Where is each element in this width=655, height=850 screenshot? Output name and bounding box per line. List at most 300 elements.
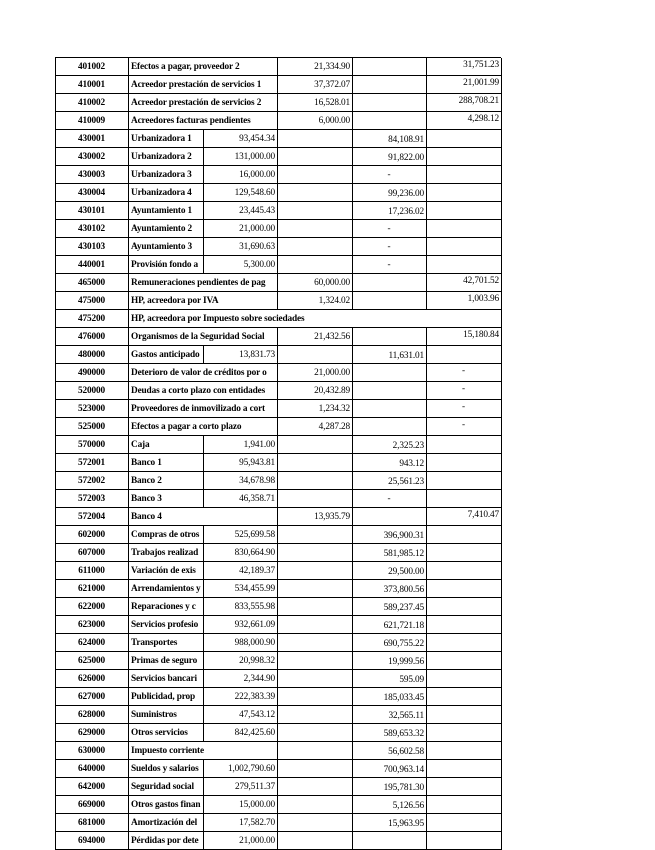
column-divider [277, 688, 278, 706]
column-divider [128, 364, 129, 382]
account-name: Acreedor prestación de servicios 1 [131, 80, 262, 90]
column-divider [501, 706, 502, 724]
column-divider [55, 310, 56, 328]
account-code: 430004 [78, 188, 105, 198]
column-divider [352, 202, 353, 220]
account-amount: 842,425.60 [234, 728, 275, 738]
column-divider [426, 274, 427, 292]
credit-amount-1: 15,963.95 [388, 819, 424, 829]
account-name: Banco 2 [131, 476, 162, 486]
column-divider [128, 508, 129, 526]
column-divider [277, 616, 278, 634]
column-divider [203, 256, 204, 274]
column-divider [501, 832, 502, 850]
column-divider [426, 148, 427, 166]
account-code: 681000 [78, 818, 105, 828]
column-divider [501, 724, 502, 742]
column-divider [55, 274, 56, 292]
column-divider [128, 670, 129, 688]
column-divider [203, 832, 204, 850]
column-divider [501, 130, 502, 148]
column-divider [128, 328, 129, 346]
table-row [55, 418, 501, 436]
column-divider [426, 184, 427, 202]
column-divider [501, 778, 502, 796]
credit-amount-1: 690,755.22 [383, 639, 424, 649]
column-divider [128, 544, 129, 562]
credit-amount-1: 195,781.30 [383, 783, 424, 793]
column-divider [501, 688, 502, 706]
account-amount: 129,548.60 [234, 188, 275, 198]
table-row [55, 760, 501, 778]
column-divider [426, 742, 427, 760]
column-divider [203, 526, 204, 544]
account-name: Ayuntamiento 1 [131, 206, 192, 216]
column-divider [352, 742, 353, 760]
column-divider [203, 148, 204, 166]
column-divider [352, 544, 353, 562]
column-divider [55, 418, 56, 436]
column-divider [501, 382, 502, 400]
column-divider [55, 526, 56, 544]
account-amount: 222,383.39 [234, 692, 275, 702]
credit-amount-1: 595.09 [399, 675, 424, 685]
debit-amount: 6,000.00 [318, 116, 350, 126]
account-amount: 23,445.43 [239, 206, 275, 216]
account-name: Compras de otros [131, 530, 200, 540]
column-divider [501, 634, 502, 652]
column-divider [277, 544, 278, 562]
column-divider [203, 436, 204, 454]
column-divider [128, 580, 129, 598]
column-divider [501, 562, 502, 580]
column-divider [203, 796, 204, 814]
column-divider [203, 220, 204, 238]
column-divider [426, 778, 427, 796]
column-divider [352, 328, 353, 346]
column-divider [426, 292, 427, 310]
account-code: 572004 [78, 512, 105, 522]
column-divider [501, 256, 502, 274]
column-divider [128, 112, 129, 130]
column-divider [128, 184, 129, 202]
column-divider [352, 778, 353, 796]
account-code: 520000 [78, 386, 105, 396]
account-amount: 95,943.81 [239, 458, 275, 468]
account-name: Efectos a pagar a corto plazo [131, 422, 242, 432]
column-divider [426, 652, 427, 670]
account-name: Caja [131, 440, 150, 450]
credit-amount-1: 589,653.32 [383, 729, 424, 739]
account-code: 626000 [78, 674, 105, 684]
column-divider [426, 256, 427, 274]
column-divider [501, 148, 502, 166]
account-name: Urbanizadora 2 [131, 152, 192, 162]
credit-amount-1: 185,033.45 [383, 693, 424, 703]
column-divider [128, 418, 129, 436]
credit-amount-1: 943.12 [399, 459, 424, 469]
column-divider [352, 670, 353, 688]
column-divider [426, 364, 427, 382]
column-divider [55, 670, 56, 688]
table-row [55, 688, 501, 706]
column-divider [426, 706, 427, 724]
column-divider [426, 58, 427, 76]
account-code: 475200 [78, 314, 105, 324]
column-divider [352, 490, 353, 508]
column-divider [426, 490, 427, 508]
column-divider [501, 112, 502, 130]
table-row [55, 778, 501, 796]
account-amount: 1,941.00 [243, 440, 275, 450]
column-divider [55, 472, 56, 490]
column-divider [128, 562, 129, 580]
column-divider [128, 742, 129, 760]
credit-amount-1: 84,108.91 [388, 135, 424, 145]
column-divider [501, 418, 502, 436]
account-code: 627000 [78, 692, 105, 702]
account-name: Sueldos y salarios [131, 764, 199, 774]
account-code: 475000 [78, 296, 105, 306]
table-row [55, 598, 501, 616]
account-code: 430001 [78, 134, 105, 144]
column-divider [501, 328, 502, 346]
column-divider [55, 454, 56, 472]
column-divider [277, 76, 278, 94]
column-divider [55, 148, 56, 166]
account-name: Deterioro de valor de créditos por o [131, 368, 267, 378]
column-divider [277, 274, 278, 292]
column-divider [426, 562, 427, 580]
column-divider [55, 130, 56, 148]
column-divider [277, 598, 278, 616]
table-row [55, 112, 501, 130]
column-divider [55, 598, 56, 616]
column-divider [352, 94, 353, 112]
column-divider [501, 184, 502, 202]
credit-amount-1: - [387, 494, 391, 504]
column-divider [55, 778, 56, 796]
credit-amount-1: - [387, 170, 391, 180]
account-name: Ayuntamiento 2 [131, 224, 192, 234]
column-divider [277, 706, 278, 724]
column-divider [501, 814, 502, 832]
account-amount: 20,998.32 [239, 656, 275, 666]
column-divider [128, 688, 129, 706]
column-divider [128, 832, 129, 850]
column-divider [128, 760, 129, 778]
column-divider [277, 202, 278, 220]
table-row [55, 814, 501, 832]
account-code: 572001 [78, 458, 105, 468]
account-amount: 21,000.00 [239, 224, 275, 234]
column-divider [55, 184, 56, 202]
credit-amount-1: 32,565.11 [388, 711, 424, 721]
column-divider [352, 400, 353, 418]
column-divider [501, 580, 502, 598]
column-divider [277, 436, 278, 454]
column-divider [55, 742, 56, 760]
column-divider [352, 274, 353, 292]
column-divider [55, 58, 56, 76]
column-divider [426, 670, 427, 688]
column-divider [352, 760, 353, 778]
column-divider [277, 328, 278, 346]
column-divider [277, 634, 278, 652]
column-divider [128, 238, 129, 256]
column-divider [277, 472, 278, 490]
table-row [55, 472, 501, 490]
column-divider [352, 220, 353, 238]
account-amount: 534,455.99 [234, 584, 275, 594]
account-name: Impuesto corriente [131, 746, 204, 756]
column-divider [128, 148, 129, 166]
debit-amount: 16,528.01 [314, 98, 350, 108]
table-row [55, 256, 501, 274]
column-divider [426, 328, 427, 346]
account-code: 669000 [78, 800, 105, 810]
column-divider [501, 58, 502, 76]
column-divider [501, 796, 502, 814]
column-divider [352, 832, 353, 850]
column-divider [352, 814, 353, 832]
account-name: Proveedores de inmovilizado a cort [131, 404, 265, 414]
table-row [55, 346, 501, 364]
account-amount: 830,664.90 [234, 548, 275, 558]
debit-amount: 21,000.00 [314, 368, 350, 378]
table-row [55, 490, 501, 508]
column-divider [55, 400, 56, 418]
credit-amount-1: 700,963.14 [383, 765, 424, 775]
account-code: 572003 [78, 494, 105, 504]
account-name: Otros gastos finan [131, 800, 201, 810]
column-divider [55, 436, 56, 454]
column-divider [277, 562, 278, 580]
column-divider [203, 454, 204, 472]
account-amount: 42,189.37 [239, 566, 275, 576]
column-divider [352, 616, 353, 634]
column-divider [128, 220, 129, 238]
account-code: 611000 [78, 566, 105, 576]
debit-amount: 60,000.00 [314, 278, 350, 288]
debit-amount: 21,334.90 [314, 62, 350, 72]
account-code: 624000 [78, 638, 105, 648]
table-row [55, 184, 501, 202]
column-divider [55, 652, 56, 670]
column-divider [277, 112, 278, 130]
table-row [55, 400, 501, 418]
table-row [55, 526, 501, 544]
column-divider [277, 454, 278, 472]
column-divider [277, 256, 278, 274]
column-divider [128, 292, 129, 310]
debit-amount: 37,372.07 [314, 80, 350, 90]
column-divider [352, 382, 353, 400]
account-name: Urbanizadora 1 [131, 134, 192, 144]
account-name: Efectos a pagar, proveedor 2 [131, 62, 240, 72]
account-name: Pérdidas por dete [131, 836, 199, 846]
column-divider [277, 526, 278, 544]
column-divider [203, 544, 204, 562]
credit-amount-1: 99,236.00 [388, 189, 424, 199]
account-name: Seguridad social [131, 782, 194, 792]
column-divider [55, 94, 56, 112]
account-code: 630000 [78, 746, 105, 756]
account-amount: 833,555.98 [234, 602, 275, 612]
column-divider [277, 580, 278, 598]
table-row [55, 616, 501, 634]
account-name: Banco 3 [131, 494, 162, 504]
account-name: HP, acreedora por IVA [131, 296, 219, 306]
column-divider [426, 130, 427, 148]
credit-amount-2: - [462, 366, 465, 376]
account-code: 476000 [78, 332, 105, 342]
column-divider [352, 472, 353, 490]
column-divider [128, 58, 129, 76]
column-divider [277, 382, 278, 400]
column-divider [203, 634, 204, 652]
credit-amount-1: 17,236.02 [388, 207, 424, 217]
column-divider [426, 580, 427, 598]
column-divider [501, 616, 502, 634]
column-divider [55, 616, 56, 634]
column-divider [203, 688, 204, 706]
account-amount: 31,690.63 [239, 242, 275, 252]
account-name: Servicios profesio [131, 620, 199, 630]
column-divider [501, 274, 502, 292]
column-divider [426, 688, 427, 706]
column-divider [277, 490, 278, 508]
column-divider [203, 670, 204, 688]
column-divider [203, 814, 204, 832]
credit-amount-1: - [387, 242, 391, 252]
debit-amount: 1,324.02 [318, 296, 350, 306]
account-name: Reparaciones y c [131, 602, 196, 612]
account-name: Organismos de la Seguridad Social [131, 332, 265, 342]
column-divider [203, 562, 204, 580]
column-divider [128, 202, 129, 220]
column-divider [128, 94, 129, 112]
account-name: HP, acreedora por Impuesto sobre sociedades [131, 314, 305, 324]
column-divider [501, 526, 502, 544]
column-divider [55, 580, 56, 598]
account-code: 490000 [78, 368, 105, 378]
account-amount: 5,300.00 [243, 260, 275, 270]
column-divider [426, 544, 427, 562]
column-divider [501, 76, 502, 94]
column-divider [352, 346, 353, 364]
account-amount: 2,344.90 [243, 674, 275, 684]
column-divider [55, 346, 56, 364]
column-divider [352, 724, 353, 742]
column-divider [352, 598, 353, 616]
credit-amount-1: - [387, 260, 391, 270]
column-divider [203, 184, 204, 202]
column-divider [203, 760, 204, 778]
account-amount: 47,543.12 [239, 710, 275, 720]
credit-amount-2: 21,001.99 [463, 78, 499, 88]
column-divider [128, 778, 129, 796]
column-divider [501, 94, 502, 112]
table-row [55, 544, 501, 562]
table-row [55, 580, 501, 598]
column-divider [203, 202, 204, 220]
column-divider [501, 652, 502, 670]
column-divider [55, 292, 56, 310]
table-row [55, 148, 501, 166]
column-divider [55, 634, 56, 652]
account-name: Amortización del [131, 818, 198, 828]
column-divider [501, 508, 502, 526]
column-divider [203, 472, 204, 490]
table-row [55, 706, 501, 724]
column-divider [55, 814, 56, 832]
account-code: 570000 [78, 440, 105, 450]
account-code: 410009 [78, 116, 105, 126]
column-divider [128, 706, 129, 724]
account-code: 430101 [78, 206, 105, 216]
column-divider [277, 364, 278, 382]
credit-amount-2: - [462, 420, 465, 430]
column-divider [55, 238, 56, 256]
column-divider [55, 544, 56, 562]
account-code: 602000 [78, 530, 105, 540]
account-code: 430003 [78, 170, 105, 180]
account-name: Arrendamientos y [131, 584, 201, 594]
column-divider [352, 364, 353, 382]
account-name: Ayuntamiento 3 [131, 242, 192, 252]
table-row [55, 202, 501, 220]
account-name: Provisión fondo a [131, 260, 199, 270]
column-divider [277, 724, 278, 742]
account-name: Deudas a corto plazo con entidades [131, 386, 266, 396]
column-divider [277, 238, 278, 256]
debit-amount: 4,287.28 [318, 422, 350, 432]
column-divider [426, 94, 427, 112]
column-divider [203, 490, 204, 508]
credit-amount-2: 7,410.47 [467, 510, 499, 520]
table-row [55, 76, 501, 94]
column-divider [277, 292, 278, 310]
credit-amount-1: 11,631.01 [388, 351, 424, 361]
column-divider [128, 454, 129, 472]
account-code: 572002 [78, 476, 105, 486]
column-divider [501, 436, 502, 454]
credit-amount-2: - [462, 402, 465, 412]
account-amount: 1,002,790.60 [227, 764, 275, 774]
column-divider [501, 598, 502, 616]
column-divider [426, 526, 427, 544]
column-divider [426, 76, 427, 94]
column-divider [277, 778, 278, 796]
column-divider [352, 454, 353, 472]
column-divider [55, 112, 56, 130]
column-divider [128, 634, 129, 652]
account-name: Acreedores facturas pendientes [131, 116, 251, 126]
column-divider [55, 166, 56, 184]
column-divider [128, 796, 129, 814]
column-divider [501, 454, 502, 472]
table-row [55, 292, 501, 310]
column-divider [501, 220, 502, 238]
column-divider [55, 202, 56, 220]
column-divider [203, 580, 204, 598]
column-divider [277, 670, 278, 688]
column-divider [277, 94, 278, 112]
column-divider [352, 58, 353, 76]
column-divider [501, 202, 502, 220]
table-row [55, 220, 501, 238]
